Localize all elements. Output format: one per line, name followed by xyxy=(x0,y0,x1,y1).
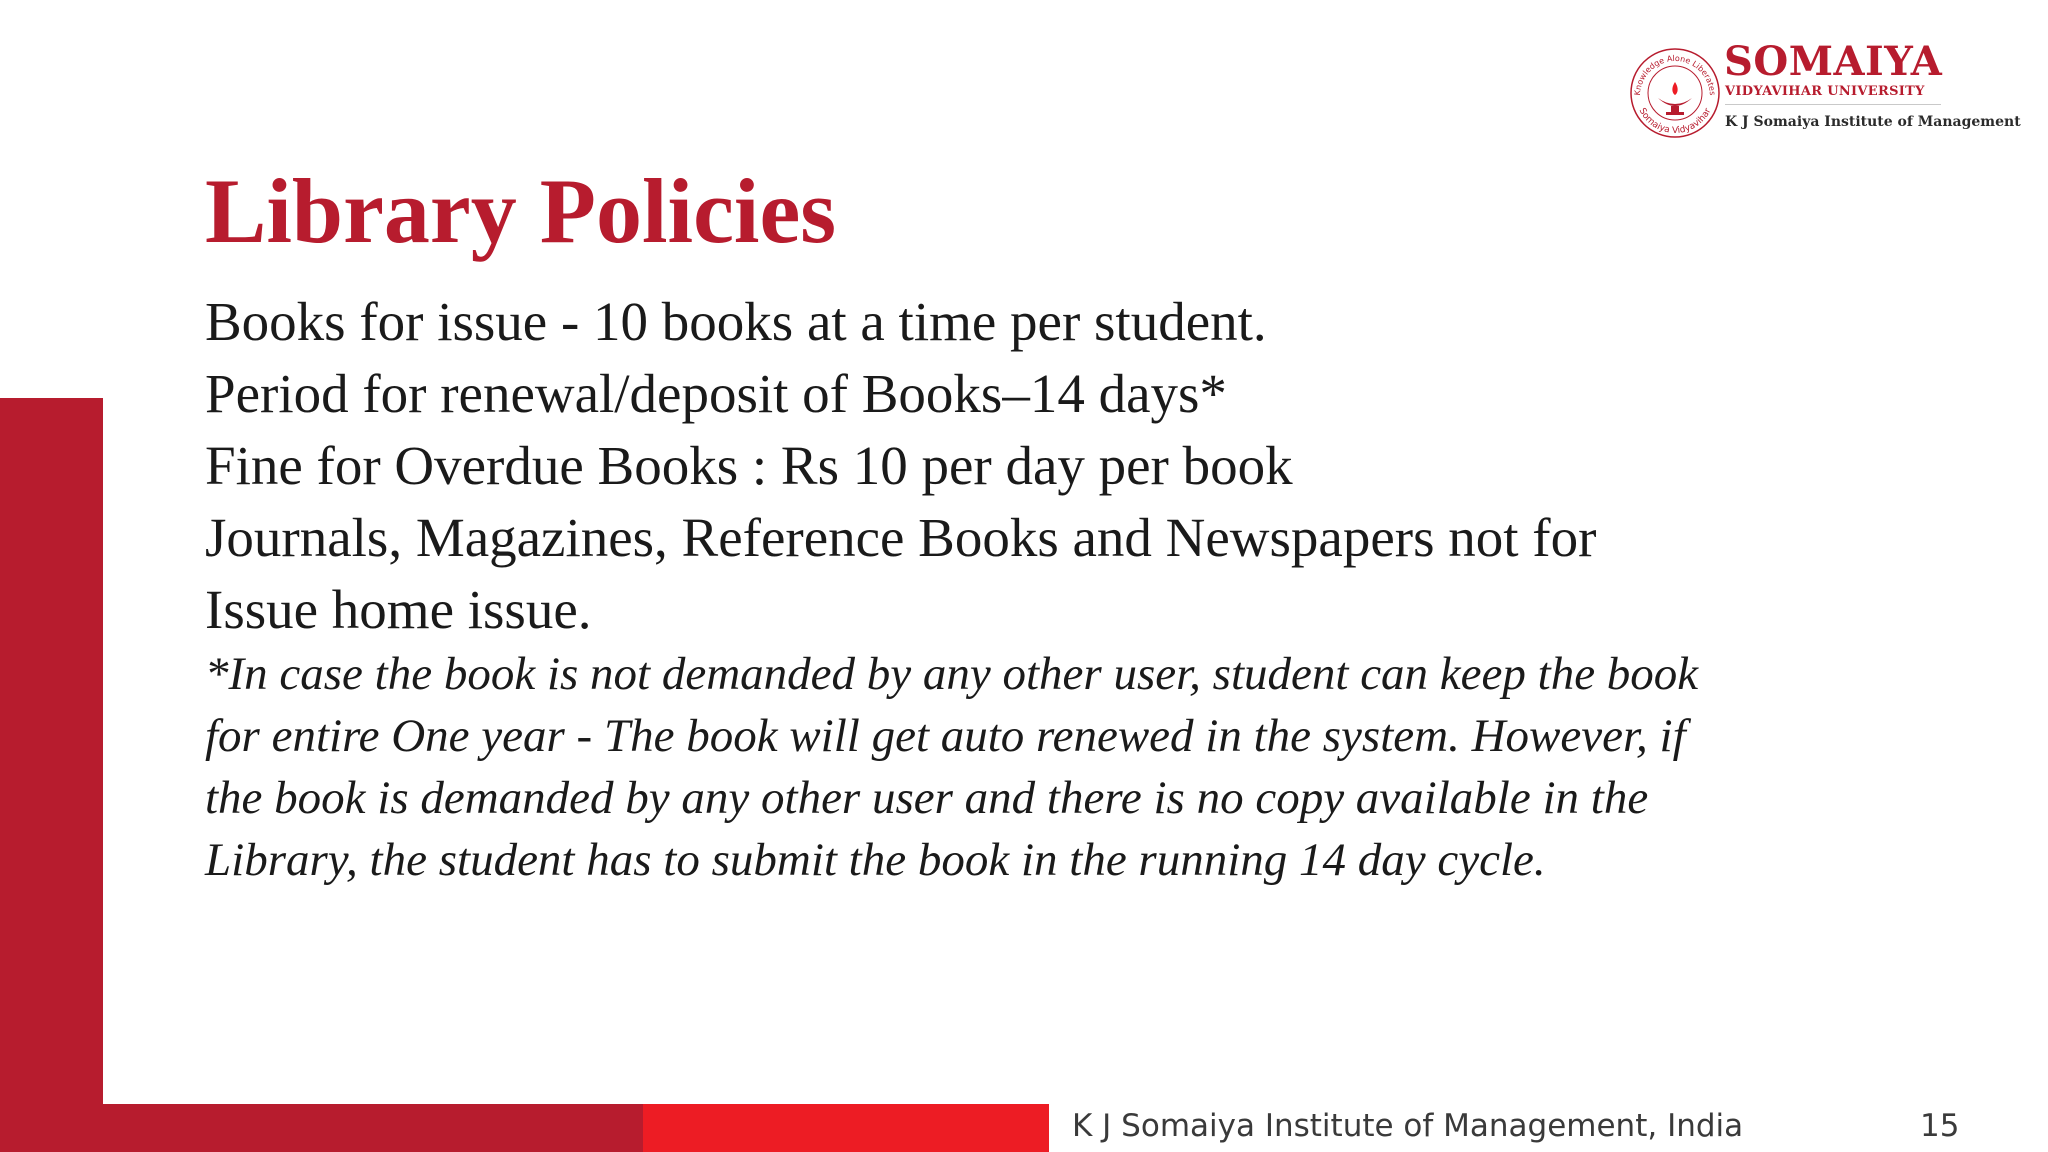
logo-title: SOMAIYA xyxy=(1724,38,1943,85)
footnote-line: *In case the book is not demanded by any other user, student can keep the book xyxy=(205,648,1699,700)
university-logo xyxy=(1612,36,2032,146)
policy-item: Books for issue - 10 books at a time per student. xyxy=(205,291,1267,352)
footnote-line: Library, the student has to submit the book in the running 14 day cycle. xyxy=(205,834,1546,886)
page-number: 15 xyxy=(1920,1108,1960,1144)
footnote-line: the book is demanded by any other user and there is no copy available in the xyxy=(205,772,1649,824)
policy-item: Journals, Magazines, Reference Books and Newspapers not for xyxy=(205,507,1597,568)
logo-institute: K J Somaiya Institute of Management xyxy=(1725,114,2021,130)
footer-bar-dark xyxy=(103,1104,643,1152)
emblem-motto: Knowledge Alone Liberates xyxy=(1632,53,1718,96)
footer-institute: K J Somaiya Institute of Management, India xyxy=(1072,1108,1744,1144)
policy-item: Period for renewal/deposit of Books–14 days* xyxy=(205,363,1227,424)
logo-divider xyxy=(1725,104,1941,105)
logo-subtitle: VIDYAVIHAR UNIVERSITY xyxy=(1725,84,1925,99)
policy-item: Fine for Overdue Books : Rs 10 per day per book xyxy=(205,435,1293,496)
renewal-footnote xyxy=(205,643,1885,891)
left-accent-bar xyxy=(0,398,103,1152)
policy-list xyxy=(205,286,1596,646)
policy-item: Issue home issue. xyxy=(205,579,592,640)
diya-lamp-icon xyxy=(1622,38,1728,144)
emblem-name: Somaiya Vidyavihar xyxy=(1636,106,1714,137)
page-title: Library Policies xyxy=(205,160,837,262)
footnote-line: for entire One year - The book will get auto renewed in the system. However, if xyxy=(205,710,1686,762)
footer-bar-bright xyxy=(643,1104,1049,1152)
